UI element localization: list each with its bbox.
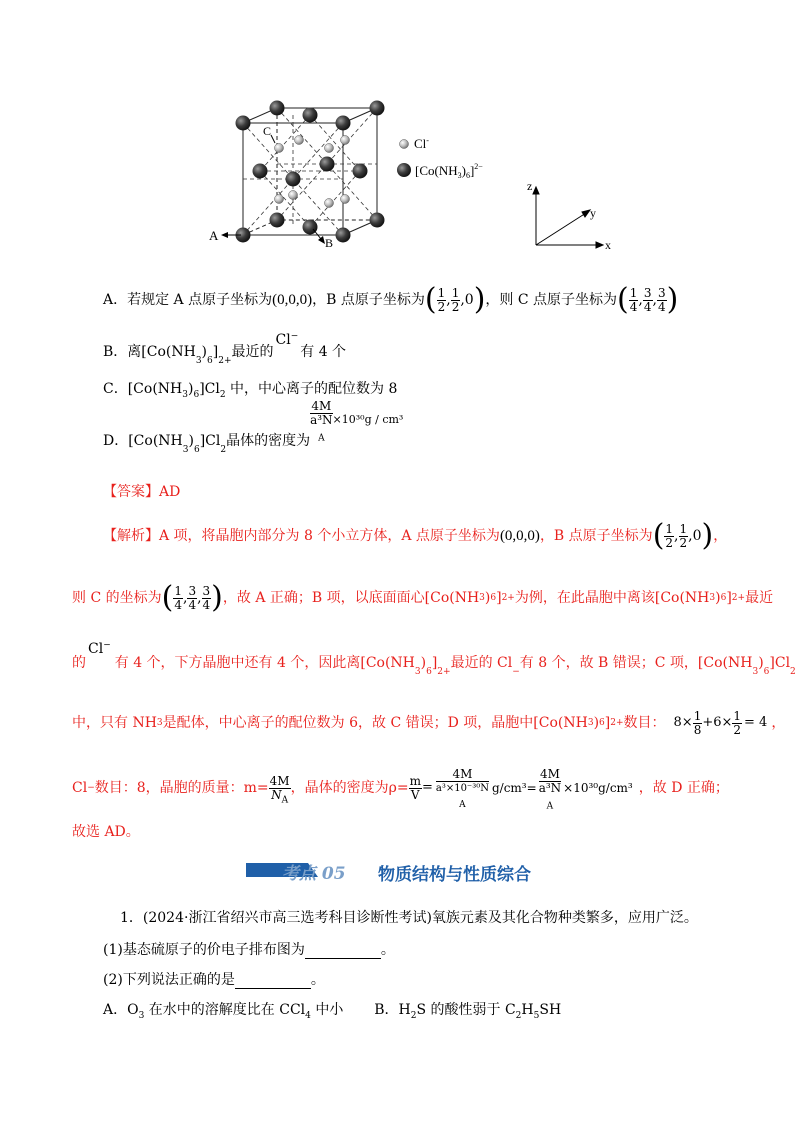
option-b: B．离[Co(NH 3 ) 6 ] 2+ 最近的 Cl− 有 4 个 (103, 331, 347, 366)
analysis-line-1: 【解析】 A 项，将晶胞内部分为 8 个小立方体，A 点原子坐标为 (0,0,0) ，B 点原子坐标为 ( $\frac{1}{2}$ , $\frac{1}{2}$ , 0 ) ， (103, 518, 728, 553)
legend-cl-charge: - (426, 136, 429, 145)
crystal-structure-figure (205, 95, 625, 255)
question-1-stem: 1．(2024·浙江省绍兴市高三选考科目诊断性考试)氧族元素及其化合物种类繁多，应用广泛。 (120, 910, 698, 926)
axis-z: z (527, 179, 533, 193)
label-C: C (263, 124, 272, 138)
option-c: C．$[Co(NH_3)_6]Cl_2$ 中，中心离子的配位数为 8 (103, 381, 398, 400)
answer-line: 【答案】AD (103, 484, 181, 500)
question-1-part-2: (2)下列说法正确的是 。 (103, 972, 325, 988)
legend-cl: Cl (414, 136, 427, 151)
svg-text:Cl- (414, 136, 429, 151)
complex-ions (236, 101, 385, 243)
analysis-line-5: Cl − 数目：8，晶胞的质量：m= $\frac{4M}{N_A}$ ，晶体的密度为ρ= $\frac{m}{V}$ = 4M a³×10⁻³⁰N $_A$ g/cm³= 4M a³N $_A$ ×10³⁰g/cm³ ，故 D 正确； (72, 767, 729, 812)
svg-text:[Co(NH3)6]2−: $[Co(NH_3)_6]^{2-}$ (415, 162, 483, 180)
option-d: D．[Co(NH 3 ) 6 ]Cl 2 晶体的密度为 4M a³N $_A$ ×10³⁰g / cm³ (103, 399, 404, 455)
question-1-options: A．$O_3$ 在水中的溶解度比在 CCl$_4$ 中小 B．$H_2S$ 的酸性弱于 $C_2H_5SH$ (103, 1002, 562, 1021)
axis-x: x (605, 238, 611, 252)
question-1-part-1: (1)基态硫原子的价电子排布图为 。 (103, 942, 395, 958)
section-label: 考点 05 (282, 864, 346, 884)
analysis-line-4: 中，只有 NH 3 是配体，中心离子的配位数为 6，故 C 错误；D 项，晶胞中[Co(NH 3 ) 6 ] 2+ 数目： 8× $\frac{1}{8}$ +6× $\frac{1}{2}$ = 4 ， (72, 708, 786, 737)
section-title: 物质结构与性质综合 (378, 865, 531, 885)
option-a: A．若规定 A 点原子坐标为 (0,0,0) ，B 点原子坐标为 ( $\frac{1}{2}$ , $\frac{1}{2}$ , 0 ) ，则 C 点原子坐标为 ( $\frac{1}{4}$ , $\frac{3}{4}$ , $\frac{3}{4}$ ) (103, 282, 679, 317)
label-A: A (209, 228, 219, 243)
analysis-line-6: 故选 AD。 (72, 824, 140, 840)
label-B: B (325, 236, 334, 250)
analysis-line-3: 的 Cl− 有 4 个，下方晶胞中还有 4 个，因此离[Co(NH 3 ) 6 ] 2+ 最近的 Cl − 有 8 个，故 B 错误；C 项，[Co(NH 3 ) 6 ]Cl 2 (72, 640, 796, 677)
axis-y: y (590, 206, 596, 220)
analysis-line-2: 则 C 的坐标为 ( $\frac{1}{4}$ , $\frac{3}{4}$ , $\frac{3}{4}$ ) ，故 A 正确；B 项，以底面面心[Co(NH 3 ) 6 ] 2+ 为例，在此晶胞中离该[Co(NH 3 ) 6 ] 2+ 最近 (72, 580, 774, 615)
